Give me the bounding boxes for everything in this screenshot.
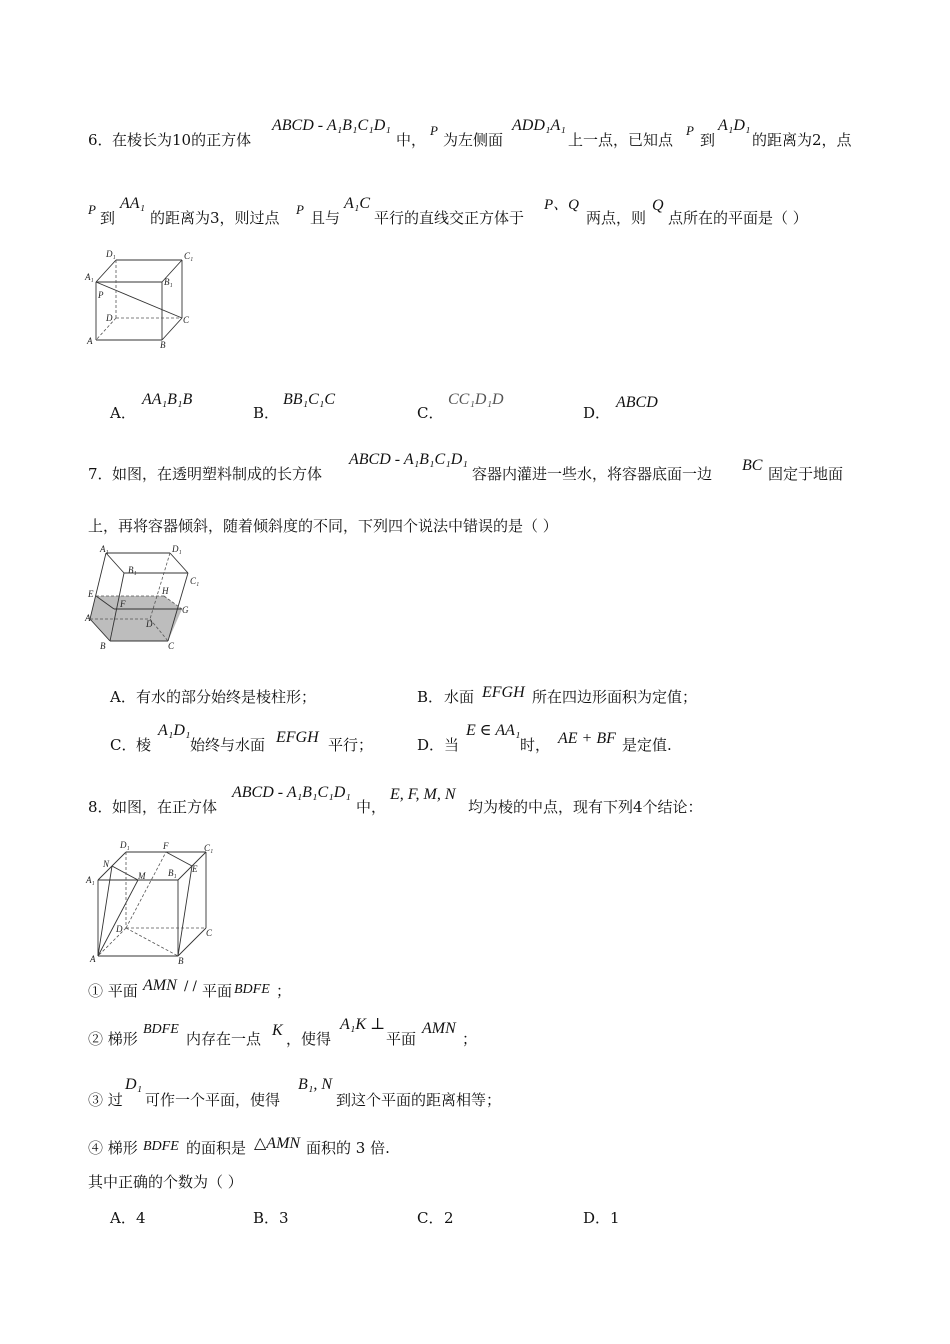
q8-math-points: E, F, M, N — [390, 786, 456, 803]
q6-math-q: Q — [652, 197, 664, 214]
q7-figure-box — [84, 543, 204, 653]
q6-text-7: 到 — [100, 209, 116, 227]
q6-option-c-label: C． — [417, 404, 444, 422]
q8-s1-post: ； — [276, 982, 292, 1000]
q7-option-d-math: E ∈ AA₁ — [466, 722, 521, 739]
fig2-label-b: B — [100, 641, 106, 651]
q8-s2-pre: ② 梯形 — [88, 1030, 138, 1048]
fig3-label-n: N — [103, 859, 110, 869]
q8-s3-post: 到这个平面的距离相等； — [336, 1091, 502, 1109]
q6-option-b: BB₁C₁C — [283, 391, 336, 408]
fig2-label-f: F — [120, 599, 126, 609]
q6-text-5: 到 — [700, 131, 716, 149]
q7-number: 7． — [88, 465, 113, 483]
fig1-label-d1: D₁ — [106, 249, 116, 259]
q6-option-a: AA₁B₁B — [142, 391, 193, 408]
q8-s1-mid: 平面 — [202, 982, 233, 1000]
q8-s3-mid: 可作一个平面，使得 — [145, 1091, 281, 1109]
q8-s4-pre: ④ 梯形 — [88, 1139, 138, 1157]
fig3-label-e: E — [192, 864, 198, 874]
q7-option-c-pre: 棱 — [136, 736, 152, 754]
fig2-label-c1: C₁ — [190, 576, 200, 586]
q8-text-1: 如图，在正方体 — [112, 798, 218, 816]
q7-option-d-mid: 时， — [520, 736, 551, 754]
q6-math-a1d1: A₁D₁ — [718, 117, 751, 134]
fig3-label-b: B — [178, 956, 184, 966]
fig3-label-a: A — [90, 954, 96, 964]
fig3-label-d: D — [116, 924, 123, 934]
q8-s2-mid3: 平面 — [386, 1030, 417, 1048]
q8-option-c: 2 — [444, 1209, 454, 1227]
q8-s4-post: 面积的 3 倍. — [306, 1139, 390, 1157]
q6-number: 6． — [88, 131, 113, 149]
q6-text-1: 在棱长为10的正方体 — [112, 131, 252, 149]
q8-ask: 其中正确的个数为（ ） — [88, 1173, 243, 1191]
q6-text-3: 为左侧面 — [443, 131, 504, 149]
fig3-label-a1: A₁ — [86, 875, 95, 885]
fig2-label-a: A — [85, 613, 91, 623]
fig1-label-a1: A₁ — [85, 272, 94, 282]
q6-text-10: 平行的直线交正方体于 — [374, 209, 525, 227]
fig1-label-b: B — [160, 340, 166, 350]
fig3-label-b1: B₁ — [168, 868, 177, 878]
fig3-label-c1: C₁ — [204, 843, 214, 853]
fig2-label-d1: D₁ — [172, 544, 182, 554]
fig2-label-d: D — [146, 619, 153, 629]
q8-option-a-label: A． — [110, 1209, 136, 1227]
q8-s3-math2: B₁, N — [298, 1076, 333, 1093]
q6-text-8: 的距离为3，则过点 — [150, 209, 280, 227]
q6-text-11: 两点，则 — [586, 209, 647, 227]
q8-option-b-label: B． — [253, 1209, 280, 1227]
fig3-label-m: M — [138, 871, 146, 881]
q8-option-b: 3 — [279, 1209, 289, 1227]
q6-math-p3: P — [88, 202, 96, 217]
fig2-label-h: H — [162, 586, 169, 596]
q7-option-c-math2: EFGH — [276, 729, 319, 746]
fig3-label-d1: D₁ — [120, 840, 130, 850]
q6-math-p4: P — [296, 202, 304, 217]
q8-s3-pre: ③ 过 — [88, 1091, 123, 1109]
q7-option-c-mid: 始终与水面 — [190, 736, 266, 754]
q7-option-d-post: 是定值. — [622, 736, 672, 754]
q6-text-2: 中， — [396, 131, 427, 149]
q8-s2-math2: A₁K ⊥ — [340, 1016, 386, 1033]
fig1-label-a: A — [87, 336, 93, 346]
q8-s1-pre: ① 平面 — [88, 982, 138, 1000]
fig3-label-c: C — [206, 928, 213, 938]
fig2-label-a1: A₁ — [100, 544, 109, 554]
fig1-label-d: D — [106, 313, 113, 323]
q7-option-d-pre: 当 — [444, 736, 460, 754]
fig2-label-e: E — [88, 589, 94, 599]
q8-s2-mid: 内存在一点 — [186, 1030, 262, 1048]
q6-math-p: P — [430, 123, 438, 138]
q7-text-2: 容器内灌进一些水，将容器底面一边 — [472, 465, 713, 483]
q6-math-p2: P — [686, 123, 694, 138]
q8-figure-cube — [84, 838, 220, 968]
q8-option-a: 4 — [136, 1209, 146, 1227]
q6-math-face: ADD₁A₁ — [512, 117, 566, 134]
fig1-label-b1: B₁ — [164, 277, 173, 287]
q8-s1-math2: BDFE — [234, 982, 270, 997]
q8-s1-math: AMN — [143, 977, 177, 994]
q6-option-c: CC₁D₁D — [448, 391, 504, 408]
q6-figure-cube — [84, 246, 196, 350]
q7-option-b-math: EFGH — [482, 684, 525, 701]
q8-text-2: 中， — [356, 798, 387, 816]
q8-s1-parallel: / / — [184, 979, 197, 994]
q7-option-d-math2: AE + BF — [558, 730, 616, 747]
fig2-label-c: C — [168, 641, 175, 651]
q7-option-b-post: 所在四边形面积为定值； — [532, 688, 698, 706]
fig1-label-p: P — [98, 290, 104, 300]
q8-text-3: 均为棱的中点，现有下列4个结论： — [468, 798, 703, 816]
fig1-label-c: C — [183, 315, 190, 325]
fig3-label-f: F — [163, 841, 169, 851]
q8-s4-mid: 的面积是 — [186, 1139, 247, 1157]
q8-s2-mid2: ，使得 — [286, 1030, 332, 1048]
fig2-label-g: G — [182, 605, 189, 615]
q8-s2-math3: AMN — [422, 1020, 456, 1037]
q7-text-4: 上，再将容器倾斜，随着倾斜度的不同，下列四个说法中错误的是（ ） — [88, 517, 558, 535]
q7-option-b-label: B． — [417, 688, 444, 706]
q6-math-cube: ABCD - A₁B₁C₁D₁ — [272, 117, 391, 134]
fig1-label-c1: C₁ — [184, 251, 194, 261]
q6-math-a1c: A₁C — [344, 195, 371, 212]
q7-option-d-label: D． — [417, 736, 445, 754]
q6-option-d-label: D． — [583, 404, 611, 422]
q7-option-c-label: C． — [110, 736, 137, 754]
q8-math-cube: ABCD - A₁B₁C₁D₁ — [232, 784, 351, 801]
q6-math-aa1: AA₁ — [120, 195, 146, 212]
q8-number: 8． — [88, 798, 113, 816]
q8-s2-math: BDFE — [143, 1022, 179, 1037]
q8-s4-math2: △AMN — [254, 1135, 301, 1152]
fig2-label-b1: B₁ — [128, 565, 137, 575]
q7-option-c-post: 平行； — [328, 736, 374, 754]
q7-option-a-label: A． — [110, 688, 136, 706]
q6-text-6: 的距离为2，点 — [752, 131, 852, 149]
q8-s3-math: D₁ — [125, 1076, 143, 1093]
q7-option-c-math: A₁D₁ — [158, 722, 191, 739]
q6-text-9: 且与 — [310, 209, 341, 227]
q7-option-b-pre: 水面 — [444, 688, 475, 706]
q7-math-box: ABCD - A₁B₁C₁D₁ — [349, 451, 468, 468]
q8-option-c-label: C． — [417, 1209, 444, 1227]
q8-s2-post: ； — [462, 1030, 478, 1048]
q7-option-a: 有水的部分始终是棱柱形； — [136, 688, 317, 706]
q8-option-d: 1 — [610, 1209, 620, 1227]
q8-option-d-label: D． — [583, 1209, 611, 1227]
q6-math-pq: P、Q — [544, 197, 579, 213]
q7-text-3: 固定于地面 — [768, 465, 844, 483]
q8-s2-k: K — [272, 1022, 283, 1039]
q6-option-b-label: B． — [253, 404, 280, 422]
q6-text-4: 上一点，已知点 — [568, 131, 674, 149]
q7-text-1: 如图，在透明塑料制成的长方体 — [112, 465, 323, 483]
q7-math-bc: BC — [742, 457, 763, 474]
q6-option-a-label: A． — [110, 404, 136, 422]
q6-option-d: ABCD — [616, 394, 658, 411]
q8-s4-math: BDFE — [143, 1139, 179, 1154]
q6-text-12: 点所在的平面是（ ） — [668, 209, 808, 227]
